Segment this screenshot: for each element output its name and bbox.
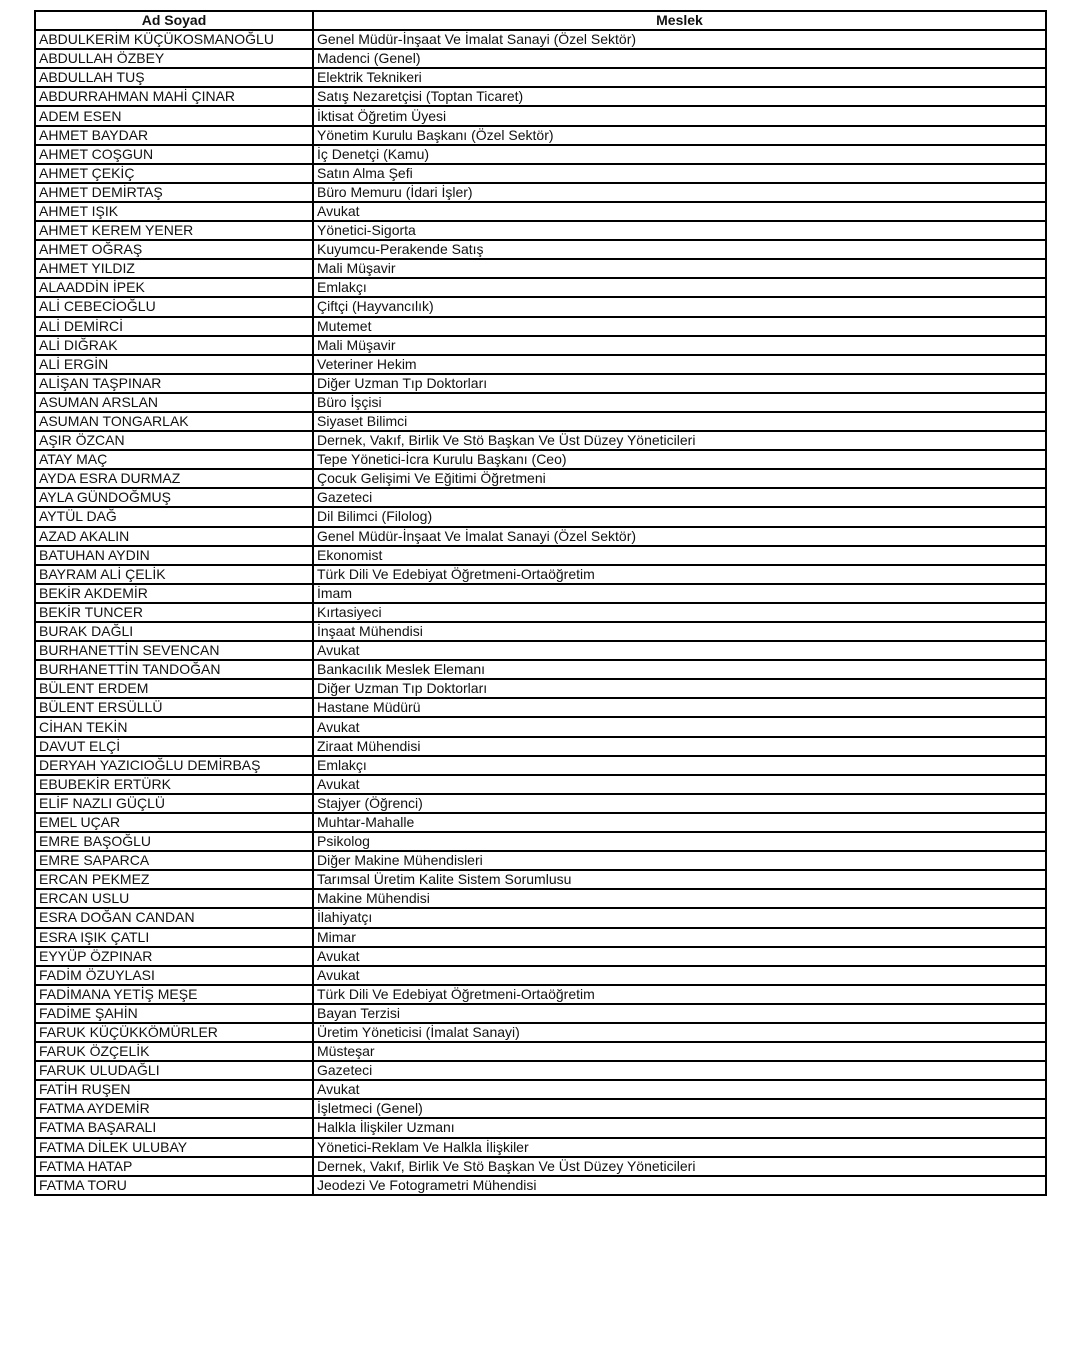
name-cell: ALİ ERGİN: [35, 355, 313, 374]
table-row: [35, 164, 1046, 183]
table-row: [35, 1061, 1046, 1080]
table-row: [35, 1080, 1046, 1099]
table-row: [35, 507, 1046, 526]
table-row: [35, 813, 1046, 832]
name-cell: BAYRAM ALİ ÇELİK: [35, 565, 313, 584]
name-cell: EMEL UÇAR: [35, 813, 313, 832]
name-cell: ABDULLAH TUŞ: [35, 68, 313, 87]
occupation-cell: İnşaat Mühendisi: [313, 622, 1046, 641]
occupation-cell: Bayan Terzisi: [313, 1004, 1046, 1023]
header-row: [35, 11, 1046, 30]
occupation-cell: Gazeteci: [313, 488, 1046, 507]
table-row: [35, 775, 1046, 794]
occupation-cell: Madenci (Genel): [313, 49, 1046, 68]
table-row: [35, 336, 1046, 355]
name-cell: FADİME ŞAHİN: [35, 1004, 313, 1023]
table-row: [35, 87, 1046, 106]
name-cell: FADİMANA YETİŞ MEŞE: [35, 985, 313, 1004]
occupation-cell: Ziraat Mühendisi: [313, 737, 1046, 756]
table-row: [35, 450, 1046, 469]
occupation-cell: Satış Nezaretçisi (Toptan Ticaret): [313, 87, 1046, 106]
name-cell: EMRE SAPARCA: [35, 851, 313, 870]
table-row: [35, 374, 1046, 393]
table-row: [35, 756, 1046, 775]
name-cell: AHMET BAYDAR: [35, 126, 313, 145]
occupation-cell: Avukat: [313, 966, 1046, 985]
occupation-cell: Mali Müşavir: [313, 259, 1046, 278]
name-cell: FATMA DİLEK ULUBAY: [35, 1138, 313, 1157]
table-row: [35, 737, 1046, 756]
occupation-cell: Satın Alma Şefi: [313, 164, 1046, 183]
table-row: [35, 565, 1046, 584]
name-cell: ASUMAN ARSLAN: [35, 393, 313, 412]
name-cell: FADİM ÖZUYLASI: [35, 966, 313, 985]
occupation-cell: Avukat: [313, 775, 1046, 794]
name-cell: AHMET DEMİRTAŞ: [35, 183, 313, 202]
name-cell: FATMA HATAP: [35, 1157, 313, 1176]
occupation-cell: Yönetici-Sigorta: [313, 221, 1046, 240]
names-occupations-table: [34, 10, 1047, 1196]
table-row: [35, 30, 1046, 49]
table-row: [35, 1099, 1046, 1118]
occupation-cell: Siyaset Bilimci: [313, 412, 1046, 431]
occupation-cell: Avukat: [313, 641, 1046, 660]
name-cell: EYYÜP ÖZPINAR: [35, 947, 313, 966]
table-row: [35, 469, 1046, 488]
name-cell: CİHAN TEKİN: [35, 717, 313, 736]
table-row: [35, 546, 1046, 565]
table-row: [35, 947, 1046, 966]
occupation-cell: İşletmeci (Genel): [313, 1099, 1046, 1118]
occupation-cell: Avukat: [313, 717, 1046, 736]
name-cell: ADEM ESEN: [35, 106, 313, 125]
occupation-cell: Bankacılık Meslek Elemanı: [313, 660, 1046, 679]
occupation-cell: Elektrik Teknikeri: [313, 68, 1046, 87]
occupation-cell: Gazeteci: [313, 1061, 1046, 1080]
table-row: [35, 851, 1046, 870]
table-row: [35, 1023, 1046, 1042]
name-cell: ATAY MAÇ: [35, 450, 313, 469]
name-cell: AHMET OĞRAŞ: [35, 240, 313, 259]
name-cell: ELİF NAZLI GÜÇLÜ: [35, 794, 313, 813]
table-row: [35, 259, 1046, 278]
table-row: [35, 928, 1046, 947]
name-cell: ESRA IŞIK ÇATLI: [35, 928, 313, 947]
table-row: [35, 221, 1046, 240]
name-cell: ASUMAN TONGARLAK: [35, 412, 313, 431]
table-row: [35, 603, 1046, 622]
name-cell: AHMET COŞGUN: [35, 145, 313, 164]
table-row: [35, 145, 1046, 164]
name-cell: ALİ CEBECİOĞLU: [35, 297, 313, 316]
occupation-cell: Çiftçi (Hayvancılık): [313, 297, 1046, 316]
table-row: [35, 49, 1046, 68]
table-row: [35, 355, 1046, 374]
table-row: [35, 870, 1046, 889]
table-row: [35, 183, 1046, 202]
name-cell: FARUK ÖZÇELİK: [35, 1042, 313, 1061]
occupation-cell: Genel Müdür-İnşaat Ve İmalat Sanayi (Özel Sektör): [313, 527, 1046, 546]
table-row: [35, 527, 1046, 546]
table-row: [35, 985, 1046, 1004]
name-cell: AYLA GÜNDOĞMUŞ: [35, 488, 313, 507]
name-cell: ERCAN USLU: [35, 889, 313, 908]
name-cell: FATİH RUŞEN: [35, 1080, 313, 1099]
name-cell: AZAD AKALIN: [35, 527, 313, 546]
occupation-cell: Dernek, Vakıf, Birlik Ve Stö Başkan Ve Üst Düzey Yöneticileri: [313, 431, 1046, 450]
occupation-cell: İlahiyatçı: [313, 908, 1046, 927]
table-row: [35, 908, 1046, 927]
table-row: [35, 1118, 1046, 1137]
name-cell: EMRE BAŞOĞLU: [35, 832, 313, 851]
name-cell: ALİ DIĞRAK: [35, 336, 313, 355]
name-cell: AHMET IŞIK: [35, 202, 313, 221]
name-cell: FARUK KÜÇÜKKÖMÜRLER: [35, 1023, 313, 1042]
table-body: [35, 30, 1046, 1195]
name-cell: DERYAH YAZICIOĞLU DEMİRBAŞ: [35, 756, 313, 775]
table-row: [35, 889, 1046, 908]
name-cell: AHMET KEREM YENER: [35, 221, 313, 240]
table-row: [35, 717, 1046, 736]
occupation-cell: Jeodezi Ve Fotogrametri Mühendisi: [313, 1176, 1046, 1195]
table-row: [35, 488, 1046, 507]
name-cell: BÜLENT ERDEM: [35, 679, 313, 698]
table-row: [35, 794, 1046, 813]
table-row: [35, 1042, 1046, 1061]
name-cell: BURHANETTİN SEVENCAN: [35, 641, 313, 660]
occupation-cell: Veteriner Hekim: [313, 355, 1046, 374]
occupation-cell: Dernek, Vakıf, Birlik Ve Stö Başkan Ve Üst Düzey Yöneticileri: [313, 1157, 1046, 1176]
name-cell: BEKİR TUNCER: [35, 603, 313, 622]
table-row: [35, 1157, 1046, 1176]
table-row: [35, 431, 1046, 450]
table-row: [35, 126, 1046, 145]
name-cell: AHMET YILDIZ: [35, 259, 313, 278]
occupation-cell: Yönetim Kurulu Başkanı (Özel Sektör): [313, 126, 1046, 145]
occupation-cell: Diğer Uzman Tıp Doktorları: [313, 374, 1046, 393]
occupation-cell: Müsteşar: [313, 1042, 1046, 1061]
occupation-cell: Muhtar-Mahalle: [313, 813, 1046, 832]
occupation-cell: Kırtasiyeci: [313, 603, 1046, 622]
table-row: [35, 106, 1046, 125]
name-cell: DAVUT ELÇİ: [35, 737, 313, 756]
table-row: [35, 966, 1046, 985]
table-row: [35, 660, 1046, 679]
table-row: [35, 622, 1046, 641]
occupation-cell: Mutemet: [313, 317, 1046, 336]
name-cell: AYDA ESRA DURMAZ: [35, 469, 313, 488]
table-row: [35, 317, 1046, 336]
occupation-cell: Kuyumcu-Perakende Satış: [313, 240, 1046, 259]
table-row: [35, 584, 1046, 603]
occupation-cell: Psikolog: [313, 832, 1046, 851]
occupation-cell: Tarımsal Üretim Kalite Sistem Sorumlusu: [313, 870, 1046, 889]
table-row: [35, 1138, 1046, 1157]
name-cell: AŞIR ÖZCAN: [35, 431, 313, 450]
occupation-cell: Avukat: [313, 1080, 1046, 1099]
name-cell: FARUK ULUDAĞLI: [35, 1061, 313, 1080]
name-cell: EBUBEKİR ERTÜRK: [35, 775, 313, 794]
table-row: [35, 202, 1046, 221]
name-cell: AYTÜL DAĞ: [35, 507, 313, 526]
occupation-cell: Diğer Uzman Tıp Doktorları: [313, 679, 1046, 698]
table-row: [35, 393, 1046, 412]
occupation-cell: Avukat: [313, 947, 1046, 966]
name-cell: BURHANETTİN TANDOĞAN: [35, 660, 313, 679]
name-cell: ALAADDİN İPEK: [35, 278, 313, 297]
occupation-cell: Çocuk Gelişimi Ve Eğitimi Öğretmeni: [313, 469, 1046, 488]
occupation-cell: İmam: [313, 584, 1046, 603]
occupation-cell: Dil Bilimci (Filolog): [313, 507, 1046, 526]
table-row: [35, 641, 1046, 660]
occupation-cell: Avukat: [313, 202, 1046, 221]
table-row: [35, 68, 1046, 87]
name-cell: BATUHAN AYDIN: [35, 546, 313, 565]
name-cell: ALİ DEMİRCİ: [35, 317, 313, 336]
occupation-cell: Makine Mühendisi: [313, 889, 1046, 908]
name-cell: ALİŞAN TAŞPINAR: [35, 374, 313, 393]
occupation-cell: Tepe Yönetici-İcra Kurulu Başkanı (Ceo): [313, 450, 1046, 469]
occupation-cell: Diğer Makine Mühendisleri: [313, 851, 1046, 870]
occupation-cell: Büro Memuru (İdari İşler): [313, 183, 1046, 202]
occupation-cell: Halkla İlişkiler Uzmanı: [313, 1118, 1046, 1137]
occupation-cell: Büro İşçisi: [313, 393, 1046, 412]
table-row: [35, 278, 1046, 297]
occupation-cell: Türk Dili Ve Edebiyat Öğretmeni-Ortaöğretim: [313, 565, 1046, 584]
table-row: [35, 1004, 1046, 1023]
table-row: [35, 832, 1046, 851]
occupation-cell: Üretim Yöneticisi (İmalat Sanayi): [313, 1023, 1046, 1042]
name-cell: FATMA AYDEMİR: [35, 1099, 313, 1118]
occupation-cell: Türk Dili Ve Edebiyat Öğretmeni-Ortaöğretim: [313, 985, 1046, 1004]
occupation-cell: Ekonomist: [313, 546, 1046, 565]
table-row: [35, 297, 1046, 316]
occupation-cell: İç Denetçi (Kamu): [313, 145, 1046, 164]
table-row: [35, 1176, 1046, 1195]
occupation-cell: Mimar: [313, 928, 1046, 947]
name-cell: ABDULLAH ÖZBEY: [35, 49, 313, 68]
name-cell: BURAK DAĞLI: [35, 622, 313, 641]
name-cell: ABDULKERİM KÜÇÜKOSMANOĞLU: [35, 30, 313, 49]
name-cell: BEKİR AKDEMİR: [35, 584, 313, 603]
occupation-cell: Stajyer (Öğrenci): [313, 794, 1046, 813]
name-cell: FATMA TORU: [35, 1176, 313, 1195]
column-header-occupation: Meslek: [313, 11, 1046, 30]
occupation-cell: Emlakçı: [313, 756, 1046, 775]
name-cell: ESRA DOĞAN CANDAN: [35, 908, 313, 927]
table-row: [35, 412, 1046, 431]
occupation-cell: Mali Müşavir: [313, 336, 1046, 355]
name-cell: BÜLENT ERSÜLLÜ: [35, 698, 313, 717]
column-header-name: Ad Soyad: [35, 11, 313, 30]
name-cell: FATMA BAŞARALI: [35, 1118, 313, 1137]
name-cell: ABDURRAHMAN MAHİ ÇINAR: [35, 87, 313, 106]
name-cell: ERCAN PEKMEZ: [35, 870, 313, 889]
occupation-cell: İktisat Öğretim Üyesi: [313, 106, 1046, 125]
occupation-cell: Hastane Müdürü: [313, 698, 1046, 717]
name-cell: AHMET ÇEKİÇ: [35, 164, 313, 183]
occupation-cell: Yönetici-Reklam Ve Halkla İlişkiler: [313, 1138, 1046, 1157]
occupation-cell: Emlakçı: [313, 278, 1046, 297]
table-row: [35, 679, 1046, 698]
table-row: [35, 698, 1046, 717]
occupation-cell: Genel Müdür-İnşaat Ve İmalat Sanayi (Özel Sektör): [313, 30, 1046, 49]
table-row: [35, 240, 1046, 259]
